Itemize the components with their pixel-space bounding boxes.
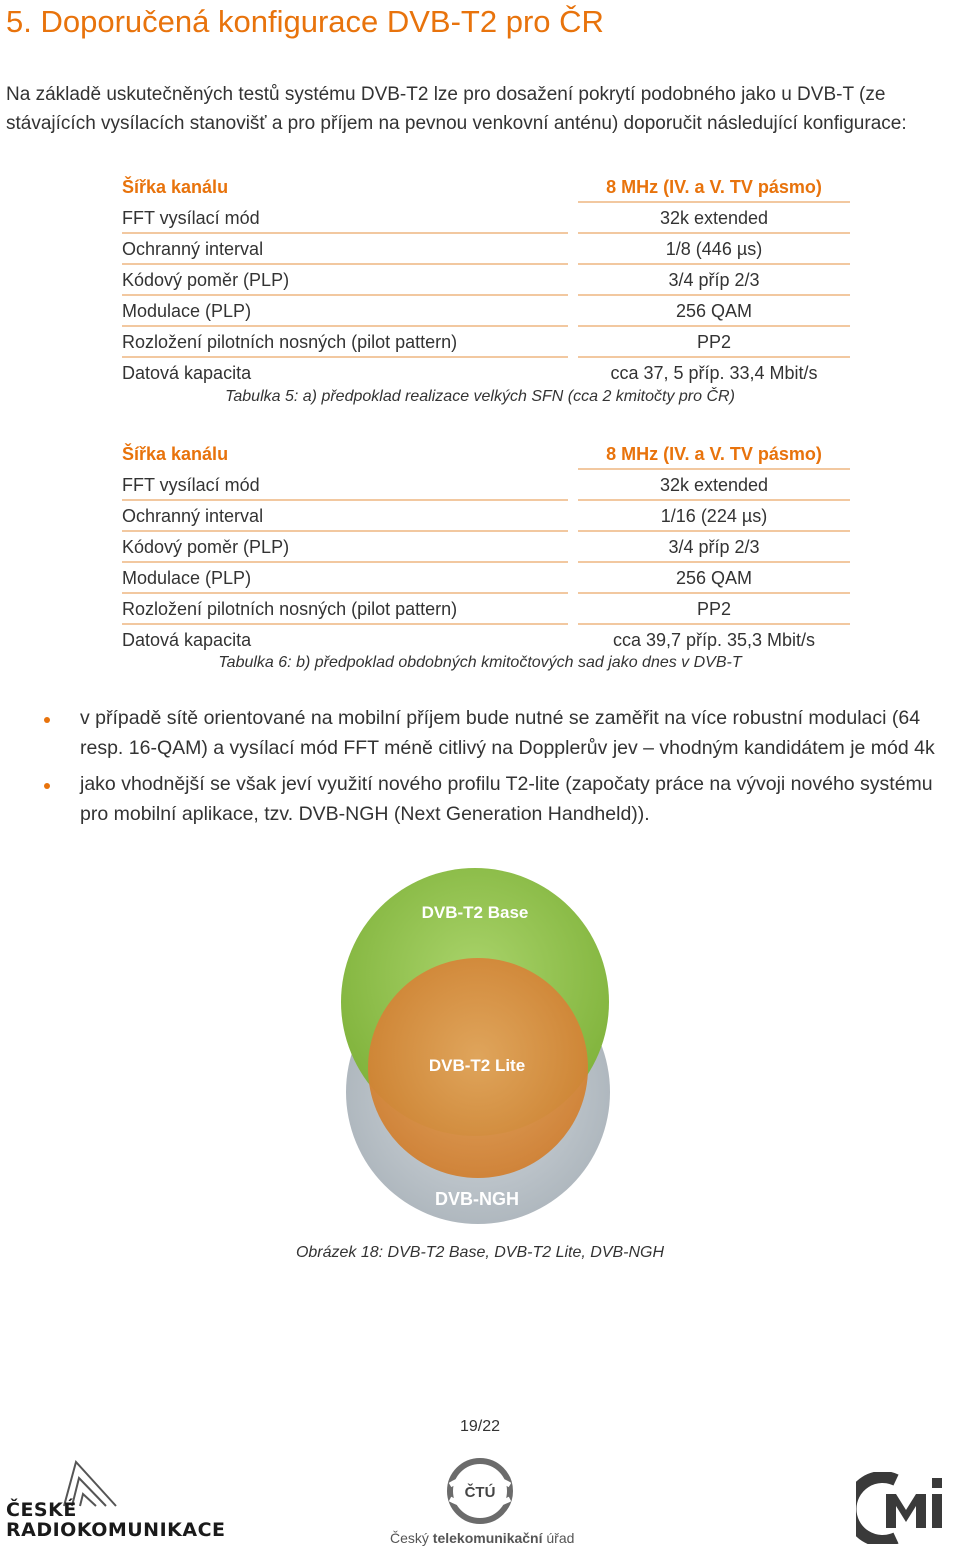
dvb-t2-base-label: DVB-T2 Base xyxy=(421,903,529,922)
dvb-t2-lite-label: DVB-T2 Lite xyxy=(428,1056,526,1075)
row-label: Datová kapacita xyxy=(122,363,252,383)
table-row xyxy=(122,265,850,296)
list-item xyxy=(40,770,950,829)
intro-paragraph: Na základě uskutečněných testů systému DVB-T2 lze pro dosažení pokrytí podobného jako u DVB-T (ze stávajících vysílacích stanovišť a pro příjem na pevnou venkovní anténu) doporučit následující konfigurace: xyxy=(6,84,907,134)
bullet-dot-icon xyxy=(44,783,50,789)
row-value: PP2 xyxy=(696,599,732,619)
bullet-dot-icon xyxy=(44,717,50,723)
dvb-ngh-label: DVB-NGH xyxy=(435,1189,519,1209)
ctu-logo-name xyxy=(390,1530,575,1546)
ctu-logo-abbr: ČTÚ xyxy=(464,1484,496,1501)
table-row xyxy=(122,532,850,563)
table-caption: Tabulka 6: b) předpoklad obdobných kmitočtových sad jako dnes v DVB-T xyxy=(218,654,742,671)
list-item-text: v případě sítě orientované na mobilní příjem bude nutné se zaměřit na více robustní modulaci (64 resp. 16-QAM) a vysílací mód FFT méně citlivý na Dopplerův jev – vhodným kandidátem je mód 4k xyxy=(80,707,935,759)
table-row xyxy=(122,563,850,594)
row-value: 8 MHz (IV. a V. TV pásmo) xyxy=(606,444,822,464)
ctu-name-bold: telekomunikační xyxy=(432,1530,543,1546)
config-table-b xyxy=(122,439,850,656)
ctu-logo-icon xyxy=(444,1455,516,1527)
figure-caption: Obrázek 18: DVB-T2 Base, DVB-T2 Lite, DVB-NGH xyxy=(295,1244,665,1261)
table-row xyxy=(122,203,850,234)
cra-logo xyxy=(6,1500,226,1540)
row-value: 32k extended xyxy=(659,475,769,495)
row-label: Modulace (PLP) xyxy=(122,568,252,588)
table-row xyxy=(122,327,850,358)
row-label: Ochranný interval xyxy=(122,506,264,526)
ctu-name-post: úřad xyxy=(542,1530,575,1546)
table-row-header xyxy=(122,172,850,203)
table-row xyxy=(122,594,850,625)
table-row-header xyxy=(122,439,850,470)
table-row xyxy=(122,470,850,501)
row-value: PP2 xyxy=(696,332,732,352)
table-row xyxy=(122,625,850,656)
config-table-a xyxy=(122,172,850,389)
row-value: 256 QAM xyxy=(675,301,753,321)
bullet-list xyxy=(40,704,950,836)
page-number: 19/22 xyxy=(459,1418,501,1435)
row-label: Datová kapacita xyxy=(122,630,252,650)
row-label: Modulace (PLP) xyxy=(122,301,252,321)
section-heading: 5. Doporučená konfigurace DVB-T2 pro ČR xyxy=(6,4,604,39)
table-row xyxy=(122,296,850,327)
row-value: 1/8 (446 µs) xyxy=(665,239,763,259)
row-label: FFT vysílací mód xyxy=(122,208,260,228)
row-label: FFT vysílací mód xyxy=(122,475,260,495)
table-row xyxy=(122,501,850,532)
row-value: 8 MHz (IV. a V. TV pásmo) xyxy=(606,177,822,197)
table-row xyxy=(122,358,850,389)
row-value: 3/4 příp 2/3 xyxy=(668,537,760,557)
row-label: Šířka kanálu xyxy=(122,177,229,197)
row-label: Šířka kanálu xyxy=(122,444,229,464)
cmi-logo-icon xyxy=(856,1472,948,1544)
row-value: 256 QAM xyxy=(675,568,753,588)
row-label: Rozložení pilotních nosných (pilot pattern) xyxy=(122,332,458,352)
row-label: Rozložení pilotních nosných (pilot pattern) xyxy=(122,599,458,619)
row-label: Kódový poměr (PLP) xyxy=(122,537,290,557)
ctu-name-pre: Český xyxy=(390,1530,433,1546)
row-value: cca 37, 5 příp. 33,4 Mbit/s xyxy=(610,363,818,383)
dvb-venn-figure xyxy=(330,860,630,1240)
row-label: Ochranný interval xyxy=(122,239,264,259)
list-item-text: jako vhodnější se však jeví využití nového profilu T2-lite (započaty práce na vývoji nového systému pro mobilní aplikace, tzv. DVB-NGH (Next Generation Handheld)). xyxy=(80,773,933,825)
cra-logo-line1: ČESKÉ xyxy=(6,1499,77,1521)
row-value: 32k extended xyxy=(659,208,769,228)
cra-logo-line2: RADIOKOMUNIKACE xyxy=(6,1519,226,1541)
row-value: 3/4 příp 2/3 xyxy=(668,270,760,290)
row-label: Kódový poměr (PLP) xyxy=(122,270,290,290)
row-value: cca 39,7 příp. 35,3 Mbit/s xyxy=(612,630,816,650)
table-caption: Tabulka 5: a) předpoklad realizace velkých SFN (cca 2 kmitočty pro ČR) xyxy=(225,388,735,405)
row-value: 1/16 (224 µs) xyxy=(660,506,768,526)
table-row xyxy=(122,234,850,265)
list-item xyxy=(40,704,950,763)
